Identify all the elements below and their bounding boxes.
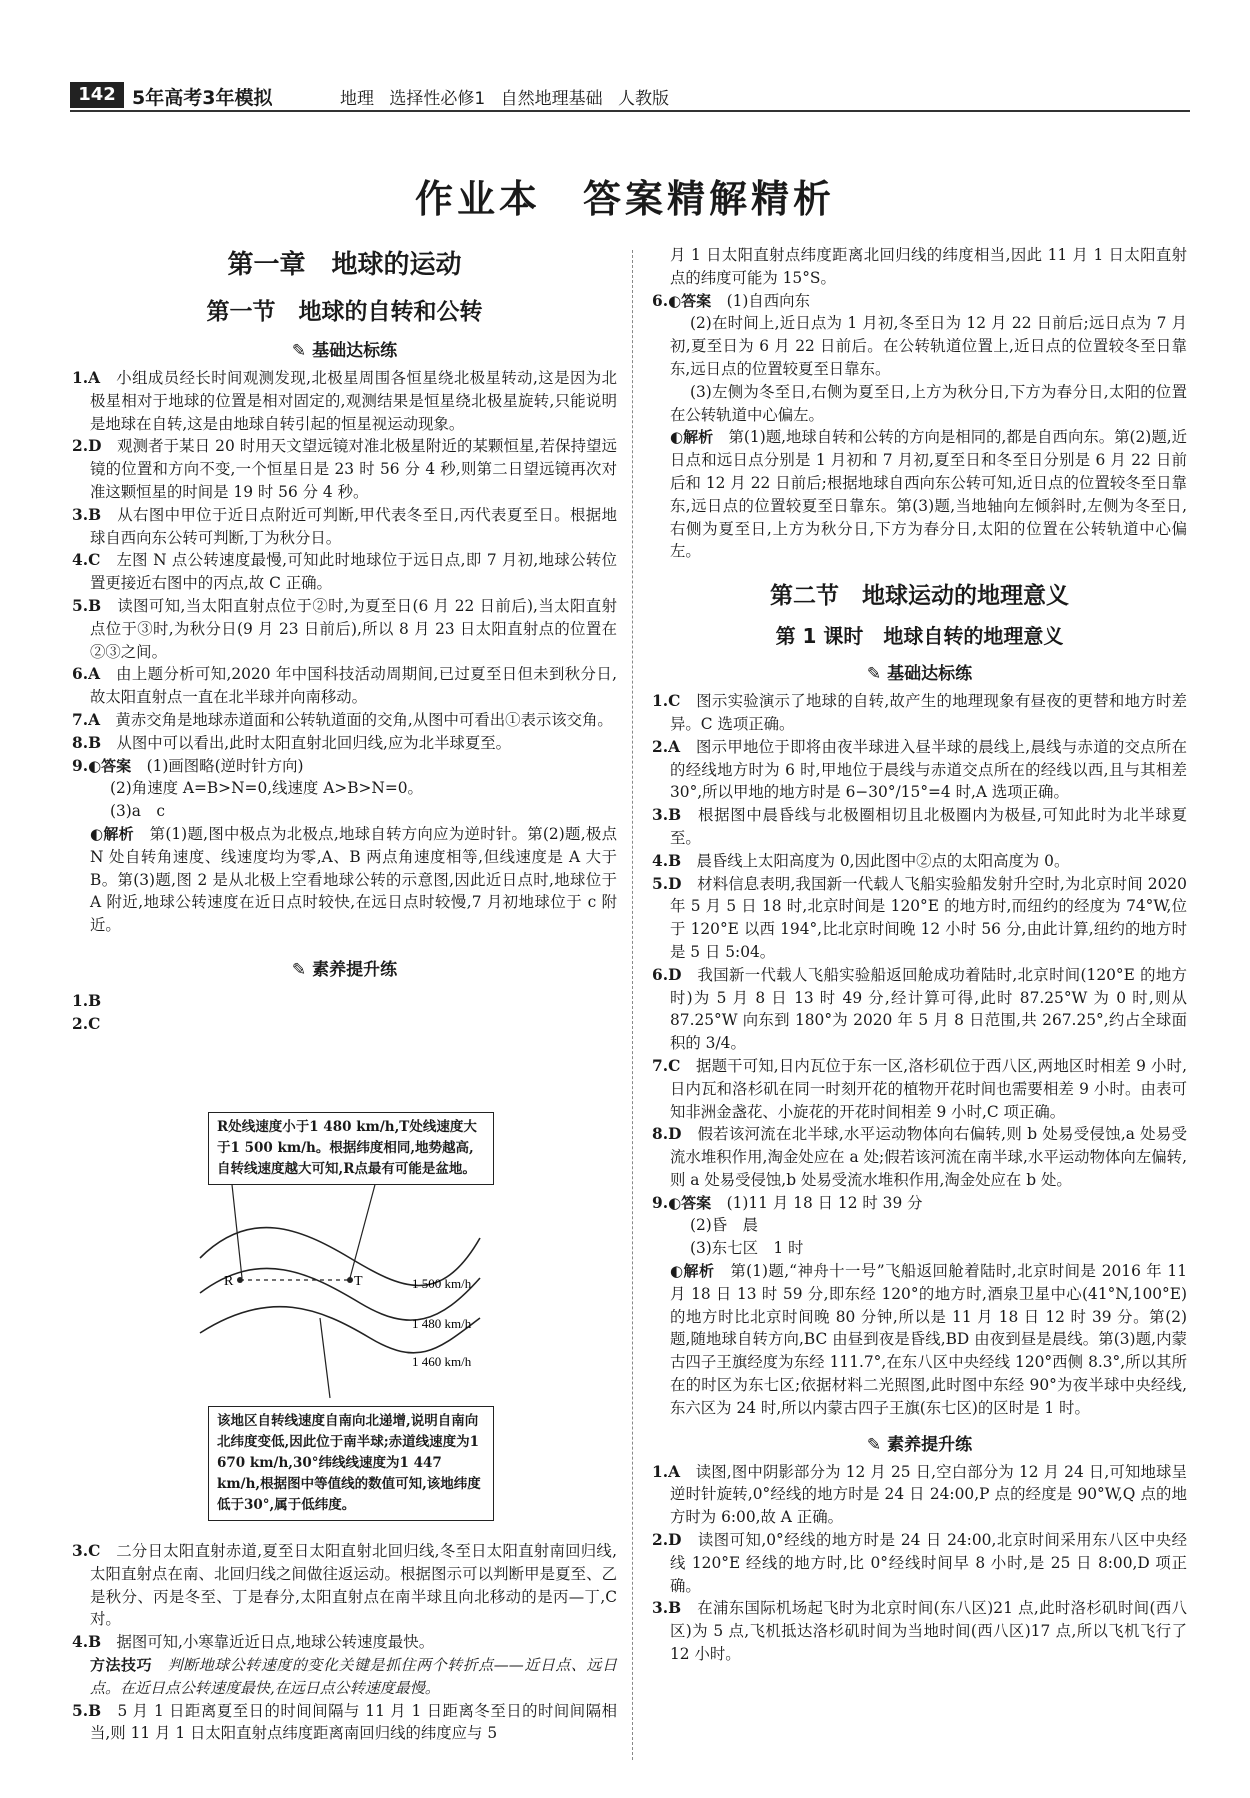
series-brand: 5年高考3年模拟 xyxy=(132,87,273,109)
section-heading: 第一节 地球的自转和公转 xyxy=(206,299,483,325)
answer-item: 6.A 由上题分析可知,2020 年中国科技活动周期间,已过夏至日但未到秋分日,故太阳直射点一直在北半球并向南移动。 xyxy=(72,665,617,707)
answer-item: 1.C 图示实验演示了地球的自转,故产生的地理现象有昼夜的更替和地方时差异。C 选项正确。 xyxy=(652,692,1187,733)
lesson-heading: 第 1 课时 地球自转的地理意义 xyxy=(775,624,1064,649)
answer-item: 3.B 在浦东国际机场起飞时为北京时间(东八区)21 点,此时洛杉矶时间(西八区)为 5 点,飞机抵达洛杉矶时间为当地时间(西八区)17 点,所以飞机飞行了 12 小时。 xyxy=(652,1599,1187,1664)
basic-practice-heading: ✎ 基础达标练 xyxy=(291,341,398,361)
q9-answer-2: (2)角速度 A=B>N=0,线速度 A>B>N=0。 xyxy=(110,779,423,798)
q9r-answer-2: (2)昏 晨 xyxy=(690,1216,758,1235)
answer-item: 5.D 材料信息表明,我国新一代载人飞船实验船发射升空时,为北京时间 2020 年 5 月 5 日 18 时,北京时间是 120°E 的地方时,而纽约的经度为 74°W,位于 120°E 以西 194°,比北京时间晚 12 小时 56 分,由此计算,纽约的地方时是 5 日 5:04。 xyxy=(652,874,1187,961)
answer-item: 1.A 小组成员经长时间观测发现,北极星周围各恒星绕北极星转动,这是因为北极星相对于地球的位置是相对固定的,观测结果是恒星绕北极星旋转,只能说明是地球在自转,这是由地球自转引起的恒星视运动现象。 xyxy=(72,369,617,433)
answer-item: 4.C 左图 N 点公转速度最慢,可知此时地球位于远日点,即 7 月初,地球公转位置更接近右图中的丙点,故 C 正确。 xyxy=(72,551,617,593)
answer-badge: ◐答案 xyxy=(668,1193,712,1212)
adv-answer-1: 1.B xyxy=(72,991,102,1010)
header-meta xyxy=(340,84,669,109)
point-t-label: T xyxy=(354,1274,363,1289)
header-topic: 自然地理基础 xyxy=(500,89,603,109)
chapter-heading: 第一章 地球的运动 xyxy=(227,250,462,280)
continued-text: 月 1 日太阳直射点纬度距离北回归线的纬度相当,因此 11 月 1 日太阳直射点的纬度可能为 15°S。 xyxy=(670,246,1187,287)
advanced-practice-heading: ✎ 素养提升练 xyxy=(291,959,398,980)
answer-badge: ◐答案 xyxy=(668,291,712,310)
answer-badge: ◐答案 xyxy=(88,756,132,775)
analysis-badge: ◐解析 xyxy=(670,428,714,447)
q6-answer-2: (2)在时间上,近日点为 1 月初,冬至日为 12 月 22 日前后;远日点为 7 月初,夏至日为 6 月 22 日前后。在公转轨道位置上,近日点的位置较冬至日靠东,远日点的位置较夏至日靠东。 xyxy=(670,314,1187,378)
adv-answer-2: 2.C xyxy=(72,1014,101,1033)
header-edition: 人教版 xyxy=(618,89,670,109)
answer-item: 2.D 观测者于某日 20 时用天文望远镜对准北极星附近的某颗恒星,若保持望远镜的位置和方向不变,一个恒星日是 23 时 56 分 4 秒,则第二日望远镜再次对准这颗恒星的时间是 19 时 56 分 4 秒。 xyxy=(72,437,617,501)
answer-item: 8.D 假若该河流在北半球,水平运动物体向右偏转,则 b 处易受侵蚀,a 处易受流水堆积作用,淘金处应在 a 处;假若该河流在南半球,水平运动物体向左偏转,则 a 处易受侵蚀,b 处易受流水堆积作用,淘金处应在 b 处。 xyxy=(652,1125,1187,1189)
q6-analysis: ◐解析 第(1)题,地球自转和公转的方向是相同的,都是自西向东。第(2)题,近日点和远日点分别是 1 月初和 7 月初,夏至日和冬至日分别是 6 月 22 日前后和 12 月 22 日前后;根据地球自西向东公转可知,近日点的位置较冬至日靠东,远日点的位置较夏至日靠东。第(3)题,当地轴向左倾斜时,左侧为冬至日,右侧为夏至日,上方为秋分日,下方为春分日,太阳的位置在公转轨道中心偏左。 xyxy=(670,428,1187,561)
pencil-icon: ✎ xyxy=(291,959,313,980)
method-tip: 方法技巧 判断地球公转速度的变化关键是抓住两个转折点——近日点、远日点。在近日点公转速度最快,在远日点公转速度最慢。 xyxy=(90,1655,617,1697)
answer-item: 2.A 图示甲地位于即将由夜半球进入昼半球的晨线上,晨线与赤道的交点所在的经线地方时为 6 时,甲地位于晨线与赤道交点所在的经线以西,且与其相差 30°,所以甲地的地方时是 6−30°/15°=4 时,A 选项正确。 xyxy=(652,737,1187,802)
q6-answer: 6.◐答案 (1)自西向东 xyxy=(652,291,810,310)
answer-item: 3.B 从右图中甲位于近日点附近可判断,甲代表冬至日,丙代表夏至日。根据地球自西向东公转可判断,丁为秋分日。 xyxy=(72,505,617,547)
answer-item: 3.C 二分日太阳直射赤道,夏至日太阳直射北回归线,冬至日太阳直射南回归线,太阳直射点在南、北回归线之间做往返运动。根据图示可以判断甲是夏至、乙是秋分、丙是冬至、丁是春分,太阳直射点在南半球且向北移动的是丙—丁,C 对。 xyxy=(72,1542,617,1629)
callout-top: R处线速度小于1 480 km/h,T处线速度大于1 500 km/h。根据纬度相同,地势越高,自转线速度越大可知,R点最有可能是盆地。 xyxy=(208,1112,494,1185)
analysis-badge: ◐解析 xyxy=(670,1262,715,1281)
document-title: 作业本 答案精解精析 xyxy=(414,176,835,221)
pencil-icon: ✎ xyxy=(866,664,888,685)
pencil-icon: ✎ xyxy=(291,341,313,361)
point-r-label: R xyxy=(224,1274,234,1289)
pencil-icon: ✎ xyxy=(866,1434,888,1455)
q9r-analysis: ◐解析 第(1)题,“神舟十一号”飞船返回舱着陆时,北京时间是 2016 年 11 月 18 日 13 时 59 分,即东经 120°的地方时,酒泉卫星中心(41°N,100°E)的地方时比北京时间晚 80 分钟,所以是 11 月 18 日 12 时 39 分。第(2)题,随地球自转方向,BC 由昼到夜是昏线,BD 由夜到昼是晨线。第(3)题,内蒙古四子王旗经度为东经 111.7°,在东八区中央经线 120°西侧 8.3°,所以其所在的时区为东七区;依据材料二光照图,此时图中东经 90°为夜半球中央经线,东六区为 24 时,所以内蒙古四子王旗(东七区)的区时是 1 时。 xyxy=(670,1262,1187,1417)
q9-answer: 9.◐答案 (1)画图略(逆时针方向) xyxy=(72,756,304,775)
header-subject: 地理 xyxy=(340,89,374,109)
left-column xyxy=(72,244,617,1036)
advanced-practice-heading-2: ✎ 素养提升练 xyxy=(866,1434,973,1455)
bottom-leader-line xyxy=(320,1318,330,1398)
q6-answer-3: (3)左侧为冬至日,右侧为夏至日,上方为秋分日,下方为春分日,太阳的位置在公转轨道中心偏左。 xyxy=(670,382,1187,424)
answer-item: 4.B 晨昏线上太阳高度为 0,因此图中②点的太阳高度为 0。 xyxy=(652,851,1070,870)
isoline-label-1480: 1 480 km/h xyxy=(412,1316,472,1331)
column-divider xyxy=(632,250,633,1760)
isoline-label-1500: 1 500 km/h xyxy=(412,1276,472,1291)
answer-item: 5.B 读图可知,当太阳直射点位于②时,为夏至日(6 月 22 日前后),当太阳直射点位于③时,为秋分日(9 月 23 日前后),所以 8 月 23 日太阳直射点的位置在②③之间。 xyxy=(72,596,617,661)
q9-analysis: ◐解析 第(1)题,图中极点为北极点,地球自转方向应为逆时针。第(2)题,极点 N 处自转角速度、线速度均为零,A、B 两点角速度相等,但线速度是 A 大于 B。第(3)题,图 2 是从北极上空看地球公转的示意图,因此近日点时,地球位于 A 附近,地球公转速度在近日点时较快,在远日点时较慢,7 月初地球位于 c 附近。 xyxy=(90,824,617,935)
answer-item: 8.B 从图中可以看出,此时太阳直射北回归线,应为北半球夏至。 xyxy=(72,733,512,752)
point-r-mark xyxy=(237,1277,243,1283)
right-column xyxy=(652,244,1187,1666)
answer-item: 3.B 根据图中晨昏线与北极圈相切且北极圈内为极昼,可知此时为北半球夏至。 xyxy=(652,806,1187,847)
section2-heading: 第二节 地球运动的地理意义 xyxy=(770,583,1069,610)
header-rule xyxy=(70,110,1190,112)
answer-item: 2.D 读图可知,0°经线的地方时是 24 日 24:00,北京时间采用东八区中央经线 120°E 经线的地方时,比 0°经线时间早 8 小时,是 25 日 8:00,D 项正确。 xyxy=(652,1531,1187,1595)
header-course: 选择性必修1 xyxy=(389,89,486,109)
left-column-continued xyxy=(72,1540,617,1745)
running-header xyxy=(70,80,1190,110)
point-t-mark xyxy=(347,1277,353,1283)
isoline-label-1460: 1 460 km/h xyxy=(412,1354,472,1369)
analysis-badge: ◐解析 xyxy=(90,824,134,843)
answer-item: 1.A 读图,图中阴影部分为 12 月 25 日,空白部分为 12 月 24 日,可知地球呈逆时针旋转,0°经线的地方时是 24 日 24:00,P 点的经度是 90°W,Q 点的地方时为 6:00,故 A 正确。 xyxy=(652,1462,1187,1527)
callout-bottom: 该地区自转线速度自南向北递增,说明自南向北纬度变低,因此位于南半球;赤道线速度为1 670 km/h,30°纬线线速度为1 447 km/h,根据图中等值线的数值可知,该地纬度低于30°,属于低纬度。 xyxy=(208,1406,494,1521)
page-number: 142 xyxy=(70,82,124,108)
q9r-answer-3: (3)东七区 1 时 xyxy=(690,1239,804,1258)
answer-item: 5.B 5 月 1 日距离夏至日的时间间隔与 11 月 1 日距离冬至日的时间间隔相当,则 11 月 1 日太阳直射点纬度距离南回归线的纬度应与 5 xyxy=(72,1701,617,1743)
answer-item: 6.D 我国新一代载人飞船实验船返回舱成功着陆时,北京时间(120°E 的地方时)为 5 月 8 日 13 时 49 分,经计算可得,此时 87.25°W 为 0 时,则从 87.25°W 向东到 180°为 2020 年 5 月 8 日范围,共 267.25°,约占全球面积的 3/4。 xyxy=(652,965,1187,1053)
isoline-figure xyxy=(180,1108,510,1548)
answer-item: 7.C 据题干可知,日内瓦位于东一区,洛杉矶位于西八区,两地区时相差 9 小时,日内瓦和洛杉矶在同一时刻开花的植物开花时间也需要相差 9 小时。由表可知非洲金盏花、小旋花的开花时间相差 9 小时,C 项正确。 xyxy=(652,1056,1187,1121)
answer-item: 4.B 据图可知,小寒靠近近日点,地球公转速度最快。 xyxy=(72,1633,435,1652)
q9r-answer: 9.◐答案 (1)11 月 18 日 12 时 39 分 xyxy=(652,1193,923,1212)
answer-item: 7.A 黄赤交角是地球赤道面和公转轨道面的交角,从图中可看出①表示该交角。 xyxy=(72,710,613,729)
basic-practice-heading-2: ✎ 基础达标练 xyxy=(866,664,973,685)
q9-answer-3: (3)a c xyxy=(110,802,165,821)
